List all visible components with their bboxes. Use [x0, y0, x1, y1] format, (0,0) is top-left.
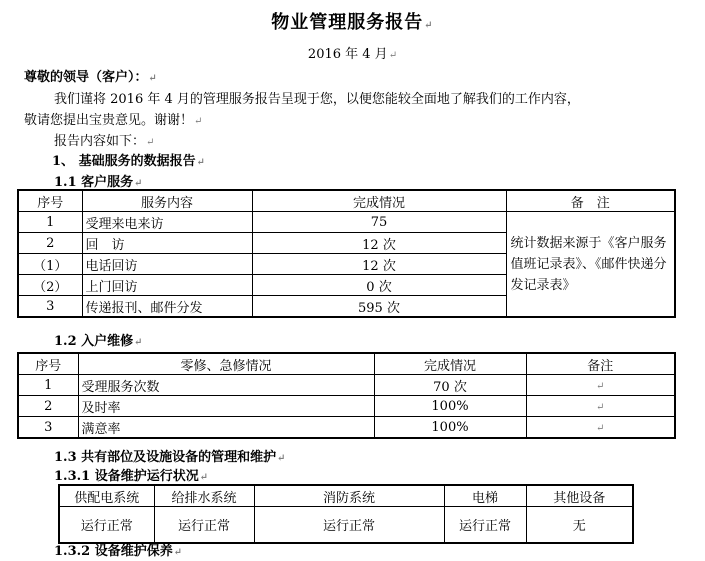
cell-no: 1: [18, 375, 78, 396]
cell-value: 75: [252, 212, 506, 233]
section-1-3-1-heading: 1.3.1 设备维护运行状况↵: [54, 469, 209, 484]
header-status: 完成情况: [374, 353, 526, 375]
cell-item: 回 访: [82, 233, 252, 254]
table-row: [59, 507, 633, 543]
cell-value: 12 次: [252, 233, 506, 254]
section-1-heading: 1、 基础服务的数据报告↵: [52, 154, 205, 169]
header-no: 序号: [18, 353, 78, 375]
cell-no: 2: [18, 396, 78, 417]
cell-item: 及时率: [78, 396, 374, 417]
cell-item: 传递报刊、邮件分发: [82, 296, 252, 318]
cell-value: 595 次: [252, 296, 506, 318]
cell-other: 无: [526, 507, 633, 543]
header-other: 其他设备: [526, 485, 633, 507]
cell-no: 3: [18, 417, 78, 439]
cell-no: （1）: [18, 254, 82, 275]
table-row: [18, 375, 675, 396]
equipment-status-table: [58, 484, 634, 544]
header-no: 序号: [18, 190, 82, 212]
header-note: 备注: [526, 353, 675, 375]
cell-note: ↵: [526, 417, 675, 439]
table-row: [18, 212, 675, 233]
repair-table: [17, 352, 676, 439]
cell-no: 3: [18, 296, 82, 318]
section-1-3-heading: 1.3 共有部位及设施设备的管理和维护↵: [54, 450, 286, 465]
header-water: 给排水系统: [154, 485, 254, 507]
cell-elevator: 运行正常: [444, 507, 526, 543]
intro-line-1: 我们谨将 2016 年 4 月的管理服务报告呈现于您，以便您能较全面地了解我们的工作内容，: [54, 92, 580, 107]
cell-note: ↵: [526, 396, 675, 417]
section-1-1-heading: 1.1 客户服务↵: [54, 175, 143, 190]
section-1-3-2-heading: 1.3.2 设备维护保养↵: [54, 544, 183, 559]
cell-item: 电话回访: [82, 254, 252, 275]
contents-label: 报告内容如下：↵: [54, 134, 155, 149]
cell-value: 100%: [374, 417, 526, 439]
header-fire: 消防系统: [254, 485, 444, 507]
cell-item: 受理来电来访: [82, 212, 252, 233]
report-date: 2016 年 4 月↵: [307, 47, 398, 62]
cell-water: 运行正常: [154, 507, 254, 543]
header-elevator: 电梯: [444, 485, 526, 507]
cell-power: 运行正常: [59, 507, 154, 543]
intro-line-2: 敬请您提出宝贵意见。谢谢！↵: [24, 113, 203, 128]
table-row: [18, 417, 675, 439]
table-header-row: [18, 190, 675, 212]
cell-value: 12 次: [252, 254, 506, 275]
customer-service-table: [17, 189, 676, 318]
cell-no: 1: [18, 212, 82, 233]
cell-value: 0 次: [252, 275, 506, 296]
salutation: 尊敬的领导（客户）：↵: [24, 70, 157, 85]
table-header-row: [59, 485, 633, 507]
table-row: [18, 396, 675, 417]
cell-value: 100%: [374, 396, 526, 417]
cell-item: 上门回访: [82, 275, 252, 296]
cell-value: 70 次: [374, 375, 526, 396]
header-status: 完成情况: [252, 190, 506, 212]
note-cell: 统计数据来源于《客户服务值班记录表》、《邮件快递分发记录表》: [506, 212, 675, 318]
header-power: 供配电系统: [59, 485, 154, 507]
table-header-row: [18, 353, 675, 375]
section-1-2-heading: 1.2 入户维修↵: [54, 334, 143, 349]
header-service: 服务内容: [82, 190, 252, 212]
cell-no: 2: [18, 233, 82, 254]
cell-note: ↵: [526, 375, 675, 396]
page-title: 物业管理服务报告↵: [271, 12, 434, 33]
header-note: 备 注: [506, 190, 675, 212]
cell-item: 受理服务次数: [78, 375, 374, 396]
cell-item: 满意率: [78, 417, 374, 439]
header-repair: 零修、急修情况: [78, 353, 374, 375]
cell-no: （2）: [18, 275, 82, 296]
cell-fire: 运行正常: [254, 507, 444, 543]
